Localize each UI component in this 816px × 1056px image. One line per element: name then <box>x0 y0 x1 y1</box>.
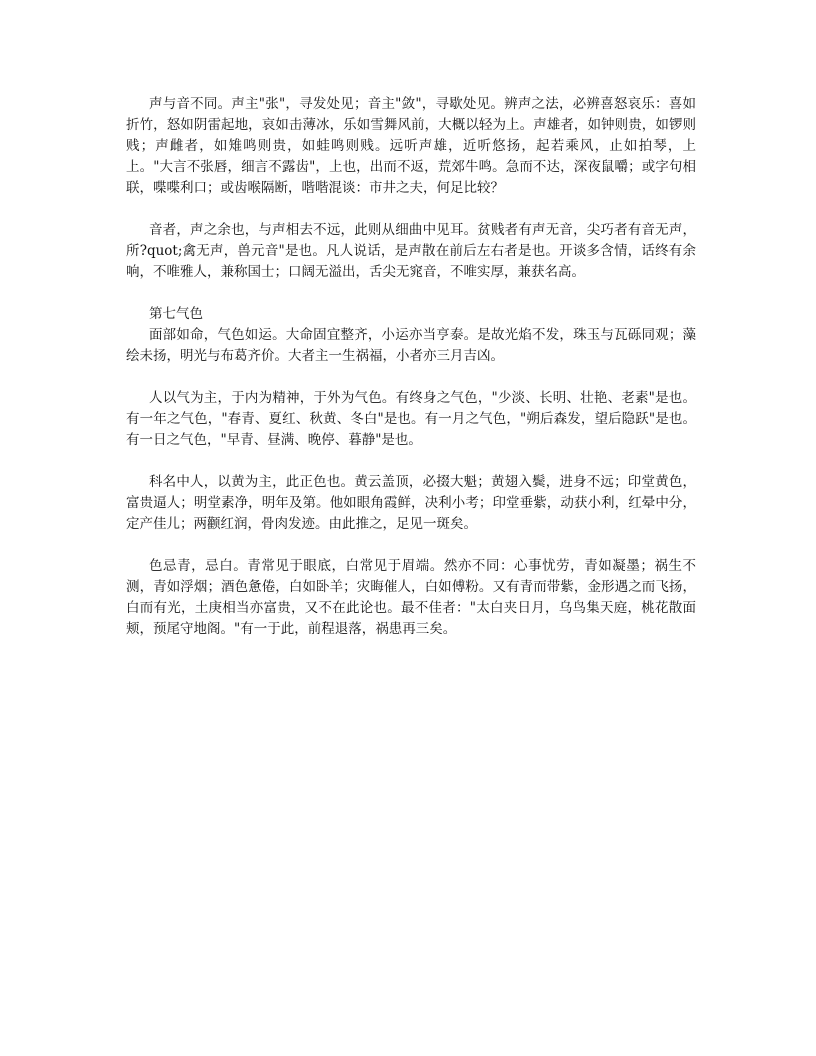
paragraph-face-fortune: 面部如命，气色如运。大命固宜整齐，小运亦当亨泰。是故光焰不发，珠玉与瓦砾同观；藻绘未扬，明光与布葛齐价。大者主一生祸福，小者亦三月吉凶。 <box>126 327 696 364</box>
section-heading: 第七气色 <box>149 306 203 322</box>
paragraph-qi-complexion: 人以气为主，于内为精神，于外为气色。有终身之气色，"少淡、长明、壮艳、老素"是也。有一年之气色，"春青、夏红、秋黄、冬白"是也。有一月之气色，"朔后森发，望后隐跃"是也。有一日之气色，"早青、昼满、晚停、暮静"是也。 <box>126 390 696 448</box>
document-body <box>126 94 696 661</box>
paragraph-blue-white-taboo: 色忌青，忌白。青常见于眼底，白常见于眉端。然亦不同：心事忧劳，青如凝墨；祸生不测，青如浮烟；酒色惫倦，白如卧羊；灾晦催人，白如傅粉。又有青而带紫，金形遇之而飞扬，白而有光，土庚相当亦富贵，又不在此论也。最不佳者："太白夹日月，乌鸟集天庭，桃花散面颊，预尾守地阁。"有一于此，前程退落，祸患再三矣。 <box>126 558 696 637</box>
paragraph-sound-remainder: 音者，声之余也，与声相去不远，此则从细曲中见耳。贫贱者有声无音，尖巧者有音无声，所?quot;禽无声，兽元音"是也。凡人说话，是声散在前后左右者是也。开谈多含情，话终有余响，不唯雅人，兼称国士；口阔无溢出，舌尖无窕音，不唯实厚，兼获名高。 <box>126 222 696 280</box>
paragraph-yellow-color: 科名中人，以黄为主，此正色也。黄云盖顶，必掇大魁；黄翅入鬓，进身不远；印堂黄色，富贵逼人；明堂素净，明年及第。他如眼角霞鲜，决利小考；印堂垂紫，动获小利，红晕中分，定产佳儿；两颧红润，骨肉发迹。由此推之，足见一斑矣。 <box>126 474 696 532</box>
paragraph-voice-and-sound: 声与音不同。声主"张"，寻发处见；音主"敛"，寻歇处见。辨声之法，必辨喜怒哀乐：喜如折竹，怒如阴雷起地，哀如击薄冰，乐如雪舞风前，大概以轻为上。声雄者，如钟则贵，如锣则贱；声雌者，如雉鸣则贵，如蛙鸣则贱。远听声雄，近听悠扬，起若乘风，止如拍琴，上上。"大言不张唇，细言不露齿"，上也，出而不返，荒郊牛鸣。急而不达，深夜鼠嚼；或字句相联，喋喋利口；或齿喉隔断，喈喈混谈：市井之夫，何足比较？ <box>126 96 696 196</box>
